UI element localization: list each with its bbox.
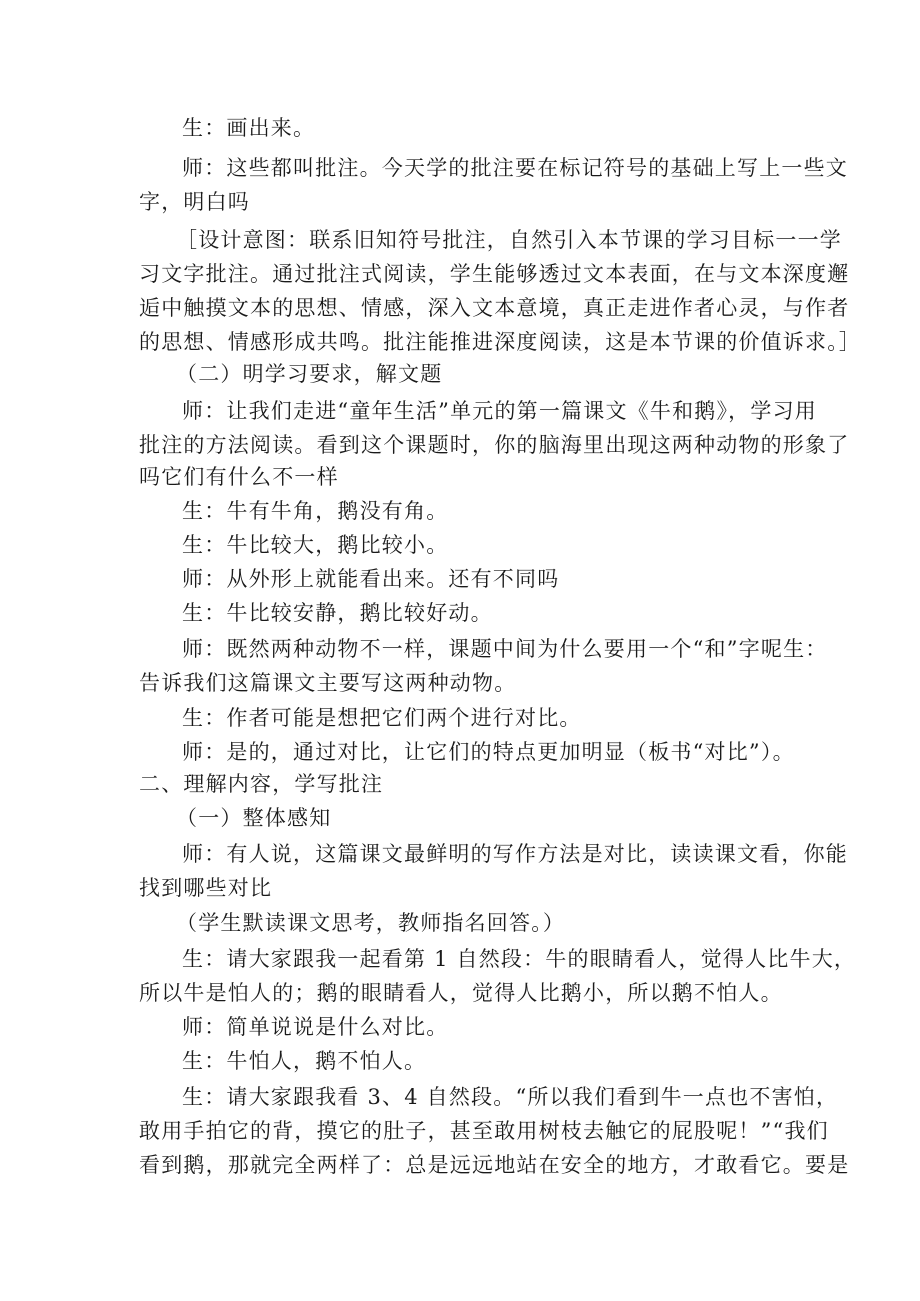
text-line: 师：从外形上就能看出来。还有不同吗 (182, 567, 560, 591)
text-line: 吗它们有什么不一样 (139, 465, 339, 489)
text-line: 生：牛比较安静，鹅比较好动。 (182, 601, 493, 625)
text-line: 字，明白吗 (139, 190, 250, 214)
text-line: 生：请大家跟我看 3、4 自然段。“所以我们看到牛一点也不害怕， (182, 1085, 839, 1109)
text-line: 的思想、情感形成共鸣。批注能推进深度阅读，这是本节课的价值诉求。］ (139, 330, 862, 354)
text-line: 生：牛比较大，鹅比较小。 (182, 533, 449, 557)
text-line: 看到鹅，那就完全两样了：总是远远地站在安全的地方，才敢看它。要是 (139, 1153, 850, 1177)
section-heading: （一）整体感知 (176, 806, 332, 830)
text-line: ［设计意图：联系旧知符号批注，自然引入本节课的学习目标一一学 (176, 228, 842, 252)
section-heading: （二）明学习要求，解文题 (176, 362, 443, 386)
text-line: 敢用手拍它的背，摸它的肚子，甚至敢用树枝去触它的屁股呢！”“我们 (139, 1119, 829, 1143)
text-line: 生：牛有牛角，鹅没有角。 (182, 499, 449, 523)
text-line: 找到哪些对比 (139, 876, 273, 900)
text-line: 师：让我们走进“童年生活”单元的第一篇课文《牛和鹅》，学习用 (182, 399, 817, 423)
text-line: （学生默读课文思考，教师指名回答。） (176, 911, 566, 935)
text-line: 生：画出来。 (182, 116, 316, 140)
text-line: 师：有人说，这篇课文最鲜明的写作方法是对比，读读课文看，你能 (182, 842, 848, 866)
text-line: 批注的方法阅读。看到这个课题时，你的脑海里出现这两种动物的形象了 (139, 433, 850, 457)
text-line: 师：是的，通过对比，让它们的特点更加明显（板书“对比”）。 (182, 740, 795, 764)
text-line: 师：这些都叫批注。今天学的批注要在标记符号的基础上写上一些文 (182, 156, 848, 180)
text-line: 生：作者可能是想把它们两个进行对比。 (182, 706, 582, 730)
text-line: 逅中触摸文本的思想、情感，深入文本意境，真正走进作者心灵，与作者 (139, 296, 850, 320)
text-line: 师：简单说说是什么对比。 (182, 1015, 449, 1039)
text-line: 所以牛是怕人的；鹅的眼睛看人，觉得人比鹅小，所以鹅不怕人。 (139, 981, 783, 1005)
text-line: 师：既然两种动物不一样，课题中间为什么要用一个“和”字呢生： (182, 637, 828, 661)
text-line: 生：牛怕人，鹅不怕人。 (182, 1049, 427, 1073)
section-heading: 二、理解内容，学写批注 (139, 772, 384, 796)
text-line: 习文字批注。通过批注式阅读，学生能够透过文本表面，在与文本深度邂 (139, 262, 850, 286)
text-line: 告诉我们这篇课文主要写这两种动物。 (139, 671, 517, 695)
text-line: 生：请大家跟我一起看第 1 自然段：牛的眼睛看人，觉得人比牛大， (182, 947, 857, 971)
